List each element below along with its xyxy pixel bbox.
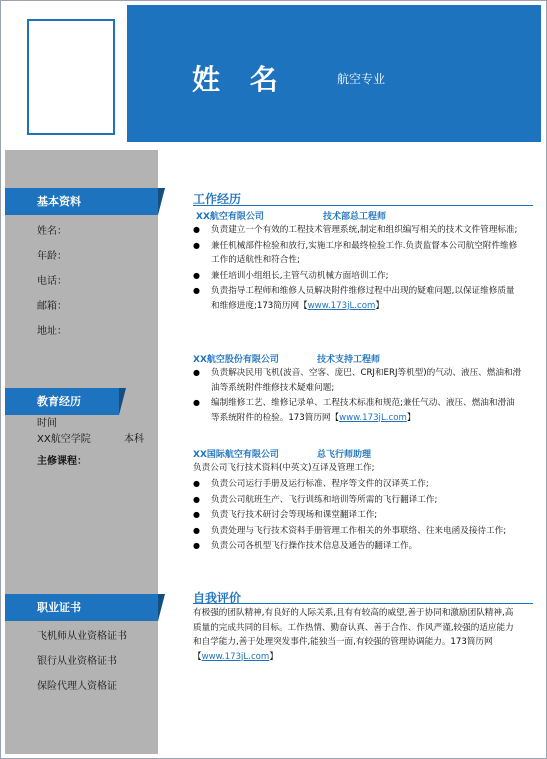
job-bullet-text: 负责指导工程师和维修人员解决附件维修过程中出现的疑难问题,以保证维修质量和维修进度;173简历网【 (211, 286, 515, 311)
job-bullet (193, 284, 523, 313)
job-bullet: ● 负责公司航班生产、飞行训练和培训等所需的飞行翻译工作; (193, 493, 523, 508)
certificate-item: 银行从业资格证书 (37, 656, 117, 667)
job-bullets (193, 477, 523, 555)
job-company: XX国际航空有限公司 (193, 450, 279, 460)
field-phone: 电话： (37, 276, 67, 287)
job-bullet: ● 兼任机械部件检验和放行,实施工序和最终检验工作.负责监督本公司航空附件维修工作的适航性和符合性; (193, 239, 523, 268)
bracket-close: 】 (269, 651, 278, 662)
job-bullet: ● 负责飞行技术研讨会等现场和课堂翻译工作; (193, 508, 523, 523)
header-band (127, 5, 541, 142)
education-title: 教育经历 (37, 395, 81, 408)
work-section-title: 工作经历 (193, 192, 242, 206)
job-bullet: ● 负责公司各机型飞行操作技术信息及通告的翻译工作。 (193, 539, 523, 554)
job-bullet: ● 负责处理与飞行技术资料手册管理工作相关的外事联络、往来电函及接待工作; (193, 524, 523, 539)
name-heading: 姓 名 (192, 63, 288, 96)
bracket-close: 】 (375, 300, 384, 311)
job-bullet-text: 编制维修工艺、维修记录单、工程技术标准和规范;兼任气动、液压、燃油和滑油等系统附件的检验。173简历网【 (211, 398, 515, 423)
job-company: XX航空股份有限公司 (193, 355, 279, 365)
self-text: 有极强的团队精神,有良好的人际关系,且有有较高的威望,善于协同和激励团队精神,高质量的完成共同的目标。工作热情、勤奋认真、善于合作、作风严谨,较强的适应能力和自学能力,善于处理突发事件,能独当一面,有较强的管理协调能力。173简历网【 (193, 608, 514, 662)
job-heading (193, 352, 381, 365)
site-link[interactable]: www.173jL.com (339, 412, 407, 423)
basic-info-tab (5, 188, 158, 215)
bracket-close: 】 (406, 412, 416, 423)
job-heading (193, 447, 372, 460)
work-section-rule (193, 205, 533, 206)
education-degree: 本科 (124, 434, 144, 445)
site-link[interactable]: www.173jL.com (201, 651, 270, 662)
certificate-item: 保险代理人资格证 (37, 681, 117, 692)
courses-label: 主修课程： (37, 456, 87, 467)
job-intro: 负责公司飞行技术资料(中英文)互译及管理工作; (193, 463, 375, 473)
job-bullets (193, 366, 523, 426)
self-evaluation-text (193, 606, 521, 664)
field-email: 邮箱： (37, 301, 67, 312)
photo-placeholder (27, 19, 115, 135)
certificate-item: 飞机师从业资格证书 (37, 631, 127, 642)
self-section-rule (193, 603, 533, 604)
job-bullet: ● 负责解决民用飞机(波音、空客、庞巴、CRJ和ERJ等机型)的气动、液压、燃油和滑油等系统附件维修技术疑难问题; (193, 366, 523, 395)
job-bullet (193, 396, 523, 425)
job-bullets (193, 223, 523, 314)
field-age: 年龄： (37, 251, 67, 262)
job-company: XX航空有限公司 (196, 212, 264, 222)
job-bullet: ● 负责公司运行手册及运行标准、程序等文件的汉译英工作; (193, 477, 523, 492)
job-position: 总飞行师助理 (317, 450, 372, 460)
basic-info-title: 基本资料 (37, 195, 81, 208)
certificates-tab (5, 594, 158, 621)
education-school: XX航空学院 (37, 434, 91, 445)
job-heading (196, 209, 387, 222)
job-position: 技术部总工程师 (323, 212, 387, 222)
field-address: 地址： (37, 326, 67, 337)
job-position: 技术支持工程师 (317, 355, 381, 365)
self-section-title: 自我评价 (193, 591, 242, 605)
job-bullet: ● 兼任培训小组组长,主管气动机械方面培训工作; (193, 269, 523, 284)
education-time: 时间 (37, 418, 57, 429)
education-tab (5, 388, 119, 415)
major-label: 航空专业 (337, 72, 386, 86)
certificates-title: 职业证书 (37, 601, 81, 614)
job-bullet: ● 负责建立一个有效的工程技术管理系统,制定和组织编写相关的技术文件管理标准; (193, 223, 523, 238)
field-name: 姓名： (37, 226, 67, 237)
site-link[interactable]: www.173jL.com (307, 300, 376, 311)
